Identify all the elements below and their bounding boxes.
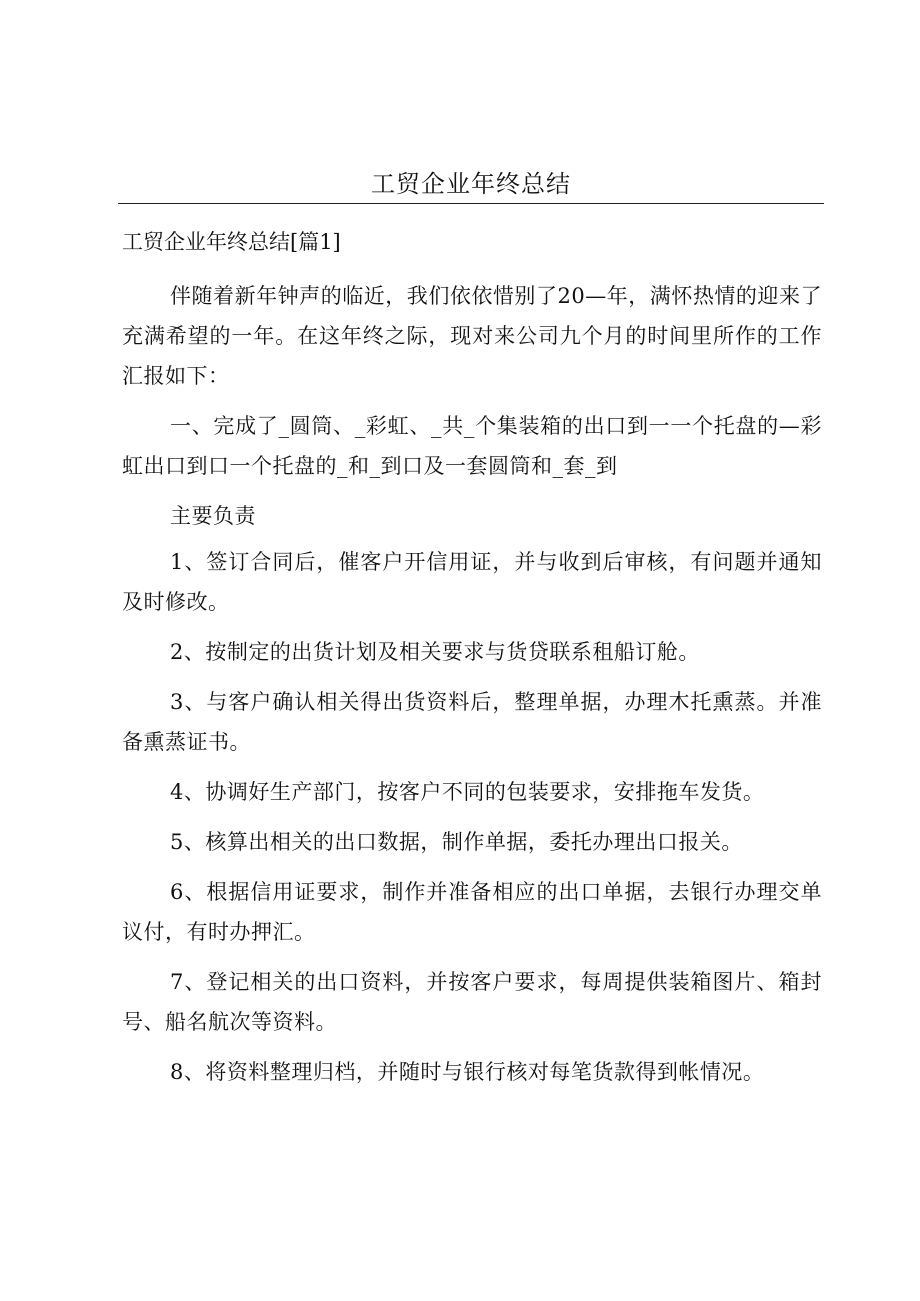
title-underline [118,203,824,204]
list-item-6: 6、根据信用证要求，制作并准备相应的出口单据，去银行办理交单议付，有时办押汇。 [122,880,822,944]
list-item-7: 7、登记相关的出口资料，并按客户要求，每周提供装箱图片、箱封号、船名航次等资料。 [122,970,822,1034]
list-item-5: 5、核算出相关的出口数据，制作单据，委托办理出口报关。 [170,830,743,854]
document-body [122,222,822,1102]
paragraph-completed: 一、完成了_圆筒、_彩虹、_共_个集装箱的出口到一一个托盘的—彩虹出口到口一个托盘的_和_到口及一套圆筒和_套_到 [122,414,822,478]
list-item-2: 2、按制定的出货计划及相关要求与货贷联系租船订舱。 [170,640,700,664]
section-heading: 工贸企业年终总结[篇1] [122,230,341,254]
list-item-1: 1、签订合同后，催客户开信用证，并与收到后审核，有问题并通知及时修改。 [122,550,822,614]
list-item-4: 4、协调好生产部门，按客户不同的包装要求，安排拖车发货。 [170,780,765,804]
document-title: 工贸企业年终总结 [371,170,571,198]
list-item-3: 3、与客户确认相关得出货资料后，整理单据，办理木托熏蒸。并准备熏蒸证书。 [122,690,822,754]
paragraph-main-duties: 主要负责 [170,504,256,528]
list-item-8: 8、将资料整理归档，并随时与银行核对每笔货款得到帐情况。 [170,1060,765,1084]
paragraph-intro: 伴随着新年钟声的临近，我们依依惜别了20—年，满怀热情的迎来了充满希望的一年。在这年终之际，现对来公司九个月的时间里所作的工作汇报如下： [122,284,822,388]
